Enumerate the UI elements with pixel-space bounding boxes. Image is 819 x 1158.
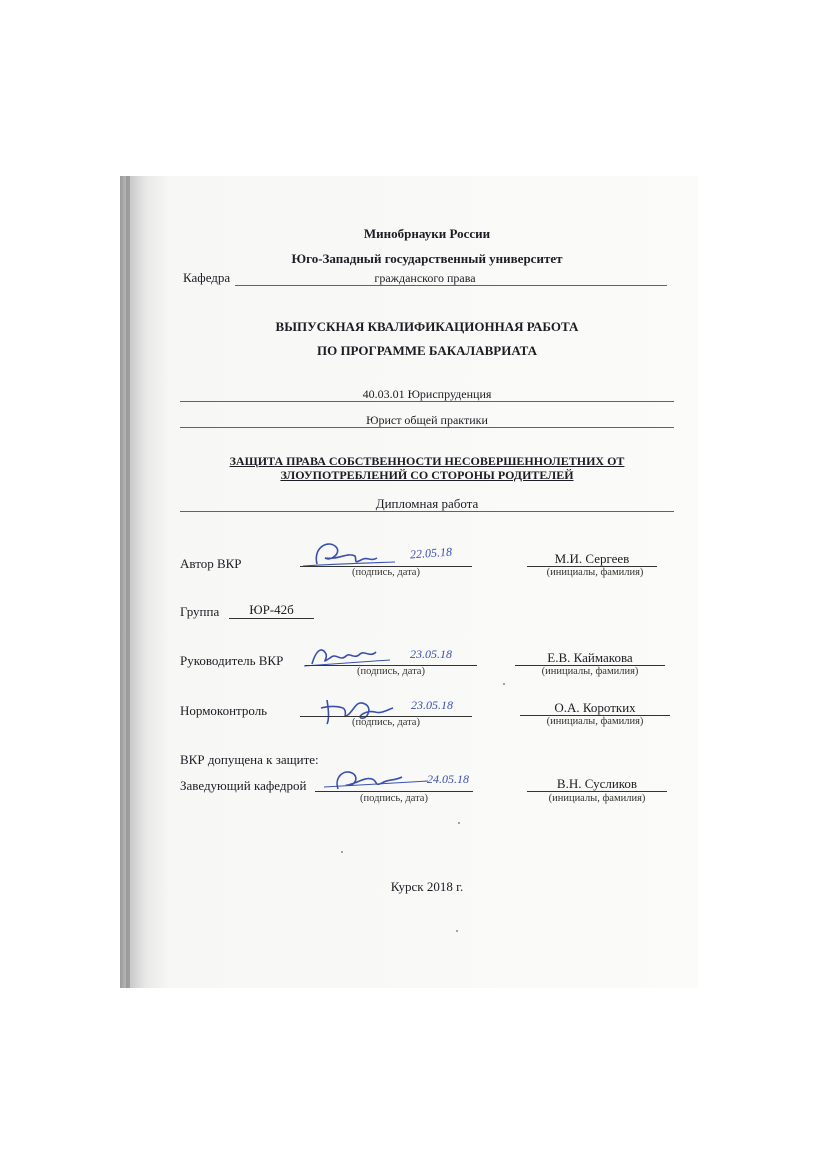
norm-control-label: Нормоконтроль bbox=[180, 703, 268, 718]
supervisor-date: 23.05.18 bbox=[410, 647, 452, 661]
supervisor-signature-caption: (подпись, дата) bbox=[357, 666, 425, 677]
head-date: 24.05.18 bbox=[427, 772, 469, 786]
author-name-caption: (инициалы, фамилия) bbox=[546, 567, 644, 578]
department-label: Кафедра bbox=[183, 270, 231, 285]
norm-control-signature-caption: (подпись, дата) bbox=[352, 717, 420, 728]
scan-speck bbox=[341, 851, 343, 853]
thesis-kind: Дипломная работа bbox=[375, 496, 479, 511]
author-date: 22.05.18 bbox=[409, 544, 453, 562]
head-signature-underline bbox=[315, 791, 473, 792]
program-profile-underline bbox=[180, 427, 674, 428]
head-signature-caption: (подпись, дата) bbox=[360, 793, 428, 804]
head-name: В.Н. Сусликов bbox=[556, 776, 638, 791]
work-type-line2: ПО ПРОГРАММЕ БАКАЛАВРИАТА bbox=[316, 343, 538, 358]
ministry-name: Минобрнауки России bbox=[363, 226, 491, 241]
scanned-page bbox=[120, 176, 698, 988]
program-code-underline bbox=[180, 401, 674, 402]
norm-control-name: О.А. Коротких bbox=[554, 700, 636, 715]
supervisor-label: Руководитель ВКР bbox=[180, 653, 284, 668]
thesis-kind-underline bbox=[180, 511, 674, 512]
university-name: Юго-Западный государственный университет bbox=[291, 251, 563, 266]
head-of-department-label: Заведующий кафедрой bbox=[180, 778, 307, 793]
author-label: Автор ВКР bbox=[180, 556, 242, 571]
thesis-title-line1: ЗАЩИТА ПРАВА СОБСТВЕННОСТИ НЕСОВЕРШЕННОЛЕТНИХ ОТ bbox=[229, 454, 625, 468]
norm-control-date: 23.05.18 bbox=[411, 698, 453, 712]
city-year: Курск 2018 г. bbox=[390, 879, 464, 894]
author-name: М.И. Сергеев bbox=[554, 551, 630, 566]
program-profile: Юрист общей практики bbox=[366, 413, 488, 427]
work-type-line1: ВЫПУСКНАЯ КВАЛИФИКАЦИОННАЯ РАБОТА bbox=[275, 319, 579, 334]
group-underline bbox=[229, 618, 314, 619]
supervisor-name: Е.В. Каймакова bbox=[547, 650, 633, 665]
head-name-caption: (инициалы, фамилия) bbox=[548, 793, 646, 804]
scan-speck bbox=[458, 822, 460, 824]
group-label: Группа bbox=[180, 604, 220, 619]
norm-control-name-caption: (инициалы, фамилия) bbox=[546, 716, 644, 727]
scan-speck bbox=[456, 930, 458, 932]
author-signature-caption: (подпись, дата) bbox=[352, 567, 420, 578]
admission-text: ВКР допущена к защите: bbox=[180, 752, 319, 767]
binding-shadow bbox=[126, 176, 130, 988]
thesis-title-line2: ЗЛОУПОТРЕБЛЕНИЙ СО СТОРОНЫ РОДИТЕЛЕЙ bbox=[280, 468, 574, 482]
program-code: 40.03.01 Юриспруденция bbox=[362, 387, 492, 401]
department-value: гражданского права bbox=[374, 271, 476, 285]
supervisor-name-caption: (инициалы, фамилия) bbox=[541, 666, 639, 677]
group-value: ЮР-42б bbox=[249, 602, 294, 617]
head-name-underline bbox=[527, 791, 667, 792]
scan-speck bbox=[503, 683, 505, 685]
